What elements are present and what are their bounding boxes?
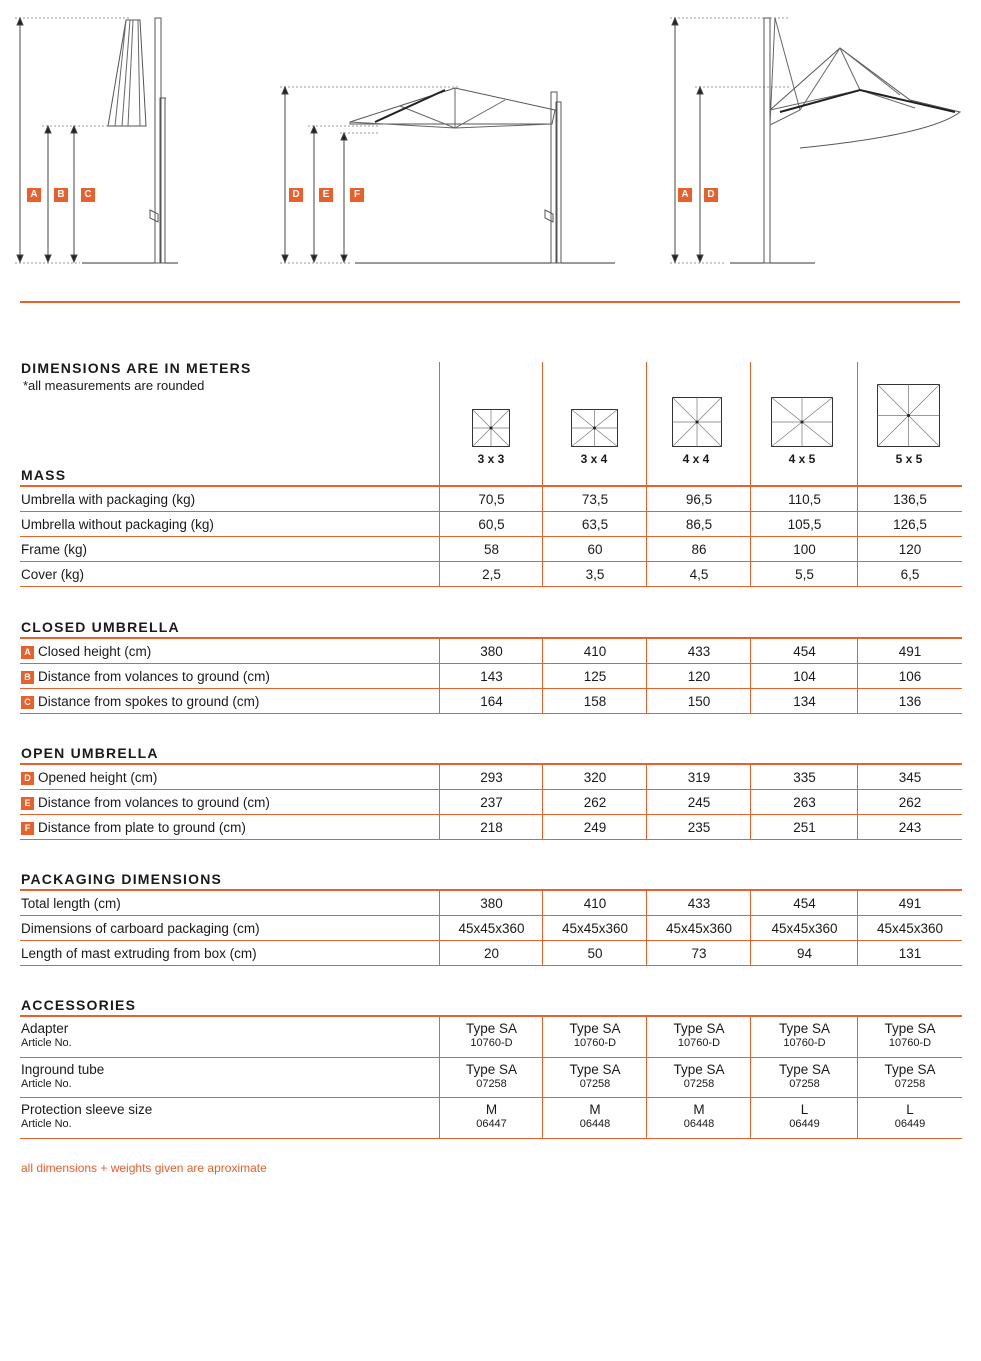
article-number: 06447 [476,1118,507,1130]
article-number: 06448 [579,1118,611,1130]
tilted-umbrella-drawing [670,18,960,263]
accessory-cell [543,1062,647,1090]
accessory-cell [647,1102,751,1130]
row-label-text: Closed height (cm) [38,644,152,659]
accessory-type: Type SA [569,1021,621,1036]
closed-umbrella-drawing [15,18,178,263]
diagram-badge-d2: D [704,188,718,202]
row-label [21,896,121,911]
row-label [21,542,87,557]
row-label-text: Distance from volances to ground (cm) [38,669,270,684]
table-cell: 100 [793,542,816,557]
table-cell: 70,5 [478,492,505,507]
article-number: 10760-D [677,1037,721,1049]
accessory-cell [440,1102,543,1130]
table-cell: 319 [687,770,711,785]
table-cell: 454 [793,644,816,659]
row-label [21,921,260,936]
section-title: ACCESSORIES [21,997,137,1013]
table-cell: 20 [483,946,500,961]
size-4x4-icon [672,397,722,447]
table-cell: 245 [687,795,711,810]
accessory-cell [543,1021,647,1049]
table-row [20,562,962,587]
table-cell: 293 [480,770,503,785]
article-number: 07258 [894,1077,926,1090]
table-cell: 63,5 [581,517,609,532]
row-badge: F [21,822,34,835]
table-row [20,815,962,840]
table-cell: 96,5 [685,492,713,507]
accessory-type: Type SA [778,1061,831,1077]
table-cell: 491 [898,644,922,659]
accessory-cell [858,1062,962,1090]
size-label: 4 x 4 [682,452,710,466]
header-divider [542,362,543,486]
section-title: CLOSED UMBRELLA [21,619,180,635]
row-label-text: Umbrella with packaging (kg) [21,492,196,507]
table-cell: 335 [793,770,816,785]
table-cell: 120 [687,669,711,684]
accessory-cell [751,1062,858,1090]
table-cell: 45x45x360 [771,921,838,936]
size-4x5-icon [771,397,833,447]
accessory-cell [647,1021,751,1049]
table-cell: 106 [898,669,922,684]
table-cell: 126,5 [893,517,927,532]
article-number: 10760-D [888,1037,932,1049]
accessory-type: Type SA [884,1061,936,1077]
diagram-badge-a2: A [678,188,692,202]
umbrella-diagrams-svg [0,0,981,300]
accessory-type: Type SA [569,1061,621,1077]
article-number: 06449 [894,1118,926,1130]
table-cell: 158 [583,694,607,709]
article-number: 07258 [789,1077,820,1090]
table-cell: 380 [480,896,503,911]
table-cell: 45x45x360 [458,921,525,936]
accessory-type: Type SA [465,1061,518,1077]
row-label-text: Distance from plate to ground (cm) [38,820,246,835]
table-row [20,790,962,815]
row-badge: C [21,696,34,709]
table-cell: 251 [793,820,816,835]
article-no-label: Article No. [21,1118,72,1130]
table-cell: 3,5 [585,567,605,582]
diagram-badge-c: C [81,188,95,202]
header-divider [750,362,751,486]
row-label [21,946,257,961]
table-cell: 263 [793,795,816,810]
table-cell: 454 [793,896,816,911]
article-no-label: Article No. [21,1077,72,1090]
table-cell: 218 [480,820,503,835]
diagram-badge-b: B [54,188,68,202]
row-label-text: Inground tube [21,1061,105,1077]
table-cell: 143 [480,669,503,684]
size-5x5-icon [877,384,940,447]
article-number: 10760-D [573,1037,617,1049]
row-label [21,567,84,582]
table-cell: 235 [687,820,711,835]
table-cell: 262 [583,795,607,810]
section-title: PACKAGING DIMENSIONS [21,871,223,887]
accessory-type: M [589,1102,601,1117]
table-cell: 5,5 [795,567,814,582]
size-3x3-icon [472,409,510,447]
size-label: 3 x 4 [580,452,608,466]
table-cell: 45x45x360 [561,921,629,936]
row-label-text: Opened height (cm) [38,770,158,785]
table-cell: 249 [583,820,607,835]
table-cell: 60 [587,542,603,557]
table-cell: 131 [898,946,922,961]
table-row [20,941,962,966]
table-cell: 164 [480,694,503,709]
table-row [20,689,962,714]
row-label [21,669,270,684]
accessory-type: L [800,1102,809,1117]
accessory-type: Type SA [465,1021,518,1036]
accessory-cell [440,1021,543,1049]
section-divider [20,301,960,303]
table-cell: 491 [898,896,922,911]
row-label-text: Frame (kg) [21,542,88,557]
article-number: 06449 [789,1118,820,1130]
table-cell: 136 [898,694,922,709]
accessory-type: Type SA [673,1061,725,1077]
accessory-type: L [906,1102,914,1117]
table-cell: 4,5 [689,567,709,582]
table-row [20,537,962,562]
row-label-text: Cover (kg) [21,567,85,582]
table-cell: 73 [691,946,707,961]
table-cell: 410 [583,644,607,659]
header-divider [857,362,858,486]
table-cell: 136,5 [893,492,927,507]
row-label [21,517,214,532]
table-cell: 86 [691,542,707,557]
table-cell: 6,5 [900,567,920,582]
table-row [20,891,962,916]
table-cell: 262 [898,795,922,810]
accessory-row [20,1017,962,1058]
table-cell: 345 [898,770,922,785]
table-cell: 433 [687,644,711,659]
row-label [21,1062,104,1090]
table-cell: 134 [793,694,816,709]
accessory-cell [647,1062,751,1090]
row-label-text: Adapter [21,1021,69,1036]
accessory-type: Type SA [884,1021,936,1036]
umbrella-diagrams [0,0,981,300]
table-cell: 58 [483,542,500,557]
article-no-label: Article No. [21,1037,72,1049]
row-badge: E [21,797,34,810]
footnote: all dimensions + weights given are aproximate [21,1161,267,1175]
accessory-type: M [485,1102,498,1117]
table-cell: 150 [687,694,711,709]
row-label [21,492,195,507]
open-umbrella-drawing [280,87,615,263]
accessory-row [20,1058,962,1099]
accessory-cell [543,1102,647,1130]
accessory-cell [858,1021,962,1049]
diagram-badge-d: D [289,188,303,202]
table-cell: 45x45x360 [665,921,733,936]
row-label-text: Distance from volances to ground (cm) [38,795,270,810]
table-cell: 105,5 [787,517,822,532]
size-label: 5 x 5 [895,452,923,466]
table-cell: 94 [796,946,813,961]
article-number: 10760-D [470,1037,513,1049]
row-label [21,1102,152,1130]
row-label-text: Distance from spokes to ground (cm) [38,694,260,709]
accessory-cell [858,1102,962,1130]
accessory-cell [440,1062,543,1090]
header-divider [646,362,647,486]
article-number: 07258 [476,1077,507,1090]
table-cell: 60,5 [478,517,505,532]
row-label-text: Total length (cm) [21,896,121,911]
section-title: OPEN UMBRELLA [21,745,159,761]
table-cell: 2,5 [482,567,501,582]
table-subtitle: *all measurements are rounded [23,378,205,393]
table-row [20,916,962,941]
article-number: 06448 [683,1118,715,1130]
accessory-cell [751,1102,858,1130]
row-label [21,795,270,810]
section-title: MASS [21,467,67,483]
table-cell: 50 [587,946,603,961]
size-label: 3 x 3 [477,452,505,466]
size-label: 4 x 5 [788,452,816,466]
table-cell: 237 [480,795,503,810]
row-label [21,1021,72,1049]
row-badge: D [21,772,34,785]
accessory-row [20,1098,962,1139]
header-divider [439,362,440,486]
article-number: 07258 [683,1077,715,1090]
accessory-type: M [693,1102,705,1117]
row-label-text: Protection sleeve size [21,1102,153,1117]
table-cell: 110,5 [788,492,821,507]
table-cell: 125 [583,669,607,684]
size-3x4-icon [571,409,618,447]
row-badge: B [21,671,34,684]
row-label-text: Length of mast extruding from box (cm) [21,946,257,961]
row-label [21,694,259,709]
diagram-badge-f: F [350,188,364,202]
article-number: 07258 [579,1077,611,1090]
table-cell: 86,5 [685,517,713,532]
table-row [20,487,962,512]
row-badge: A [21,646,34,659]
table-row [20,765,962,790]
accessory-type: Type SA [778,1021,831,1036]
table-cell: 410 [583,896,607,911]
row-label [21,644,151,659]
row-label-text: Umbrella without packaging (kg) [21,517,214,532]
table-cell: 320 [583,770,607,785]
table-cell: 120 [898,542,922,557]
row-label [21,820,246,835]
table-cell: 104 [793,669,816,684]
table-cell: 45x45x360 [876,921,944,936]
article-number: 10760-D [783,1037,826,1049]
table-row [20,664,962,689]
diagram-badge-e: E [319,188,333,202]
diagram-badge-a: A [27,188,41,202]
row-label [21,770,157,785]
table-row [20,512,962,537]
table-cell: 380 [480,644,503,659]
table-cell: 243 [898,820,922,835]
table-title: DIMENSIONS ARE IN METERS [21,360,252,376]
table-row [20,639,962,664]
accessory-type: Type SA [673,1021,725,1036]
row-label-text: Dimensions of carboard packaging (cm) [21,921,260,936]
table-cell: 433 [687,896,711,911]
table-cell: 73,5 [581,492,609,507]
accessory-cell [751,1021,858,1049]
